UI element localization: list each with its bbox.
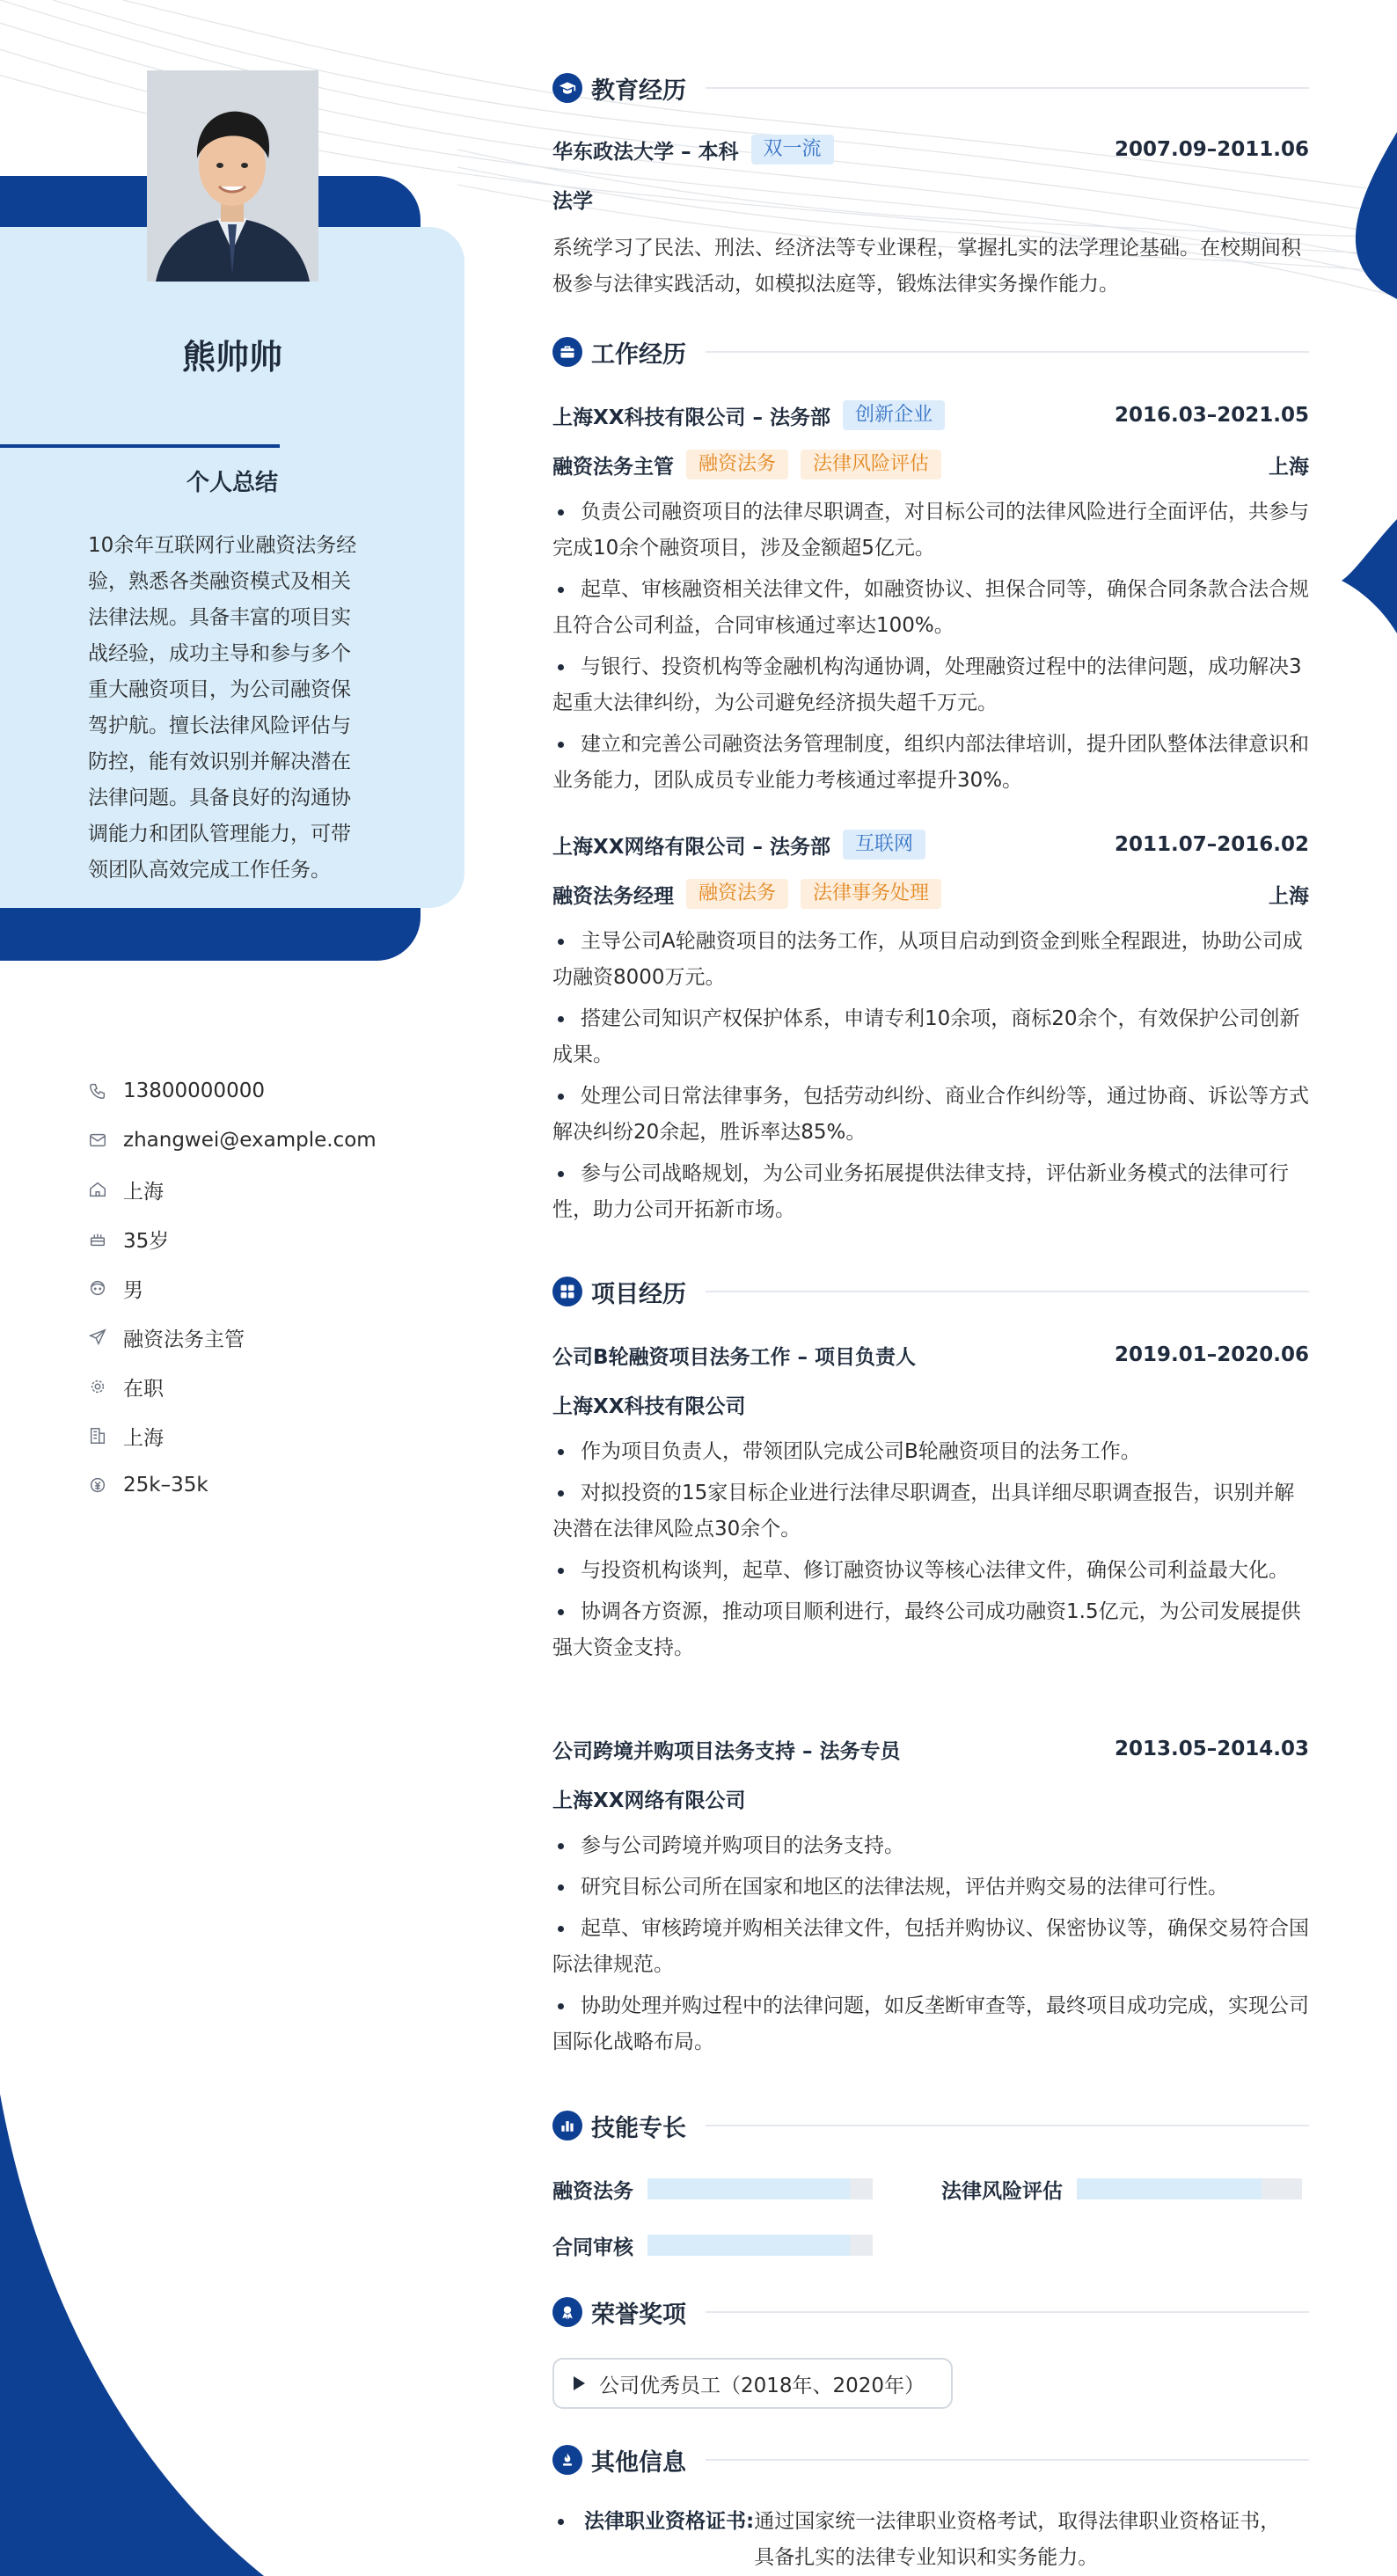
summary-divider [0, 444, 280, 448]
list-item: 作为项目负责人，带领团队完成公司B轮融资项目的法务工作。 [552, 1434, 1309, 1470]
contact-gender-text: 男 [123, 1278, 143, 1302]
summary-text: 10余年互联网行业融资法务经验，熟悉各类融资模式及相关法律法规。具备丰富的项目实战经验，成功主导和参与多个重大融资项目，为公司融资保驾护航。擅长法律风险评估与防控，能有效识别并解决潜在法律问题。具备良好的沟通协调能力和团队管理能力，可带领团队高效完成工作任务。 [88, 534, 357, 882]
project-bullets [552, 1434, 1309, 1672]
contact-salary [88, 1460, 440, 1510]
job-bullets [552, 494, 1309, 804]
contact-status-text: 在职 [123, 1377, 164, 1401]
list-item: 参与公司跨境并购项目的法务支持。 [552, 1828, 1309, 1864]
school-tag: 双一流 [751, 135, 834, 165]
list-item: 协调各方资源，推动项目顺利进行，最终公司成功融资1.5亿元，为公司发展提供强大资金支持。 [552, 1594, 1309, 1666]
other-header [552, 2442, 1309, 2477]
list-item: 搭建公司知识产权保护体系，申请专利10余项，商标20余个，有效保护公司创新成果。 [552, 1001, 1309, 1073]
section-divider [706, 2459, 1309, 2461]
job-location: 上海 [1269, 455, 1309, 479]
projects-title: 项目经历 [591, 1280, 686, 1308]
section-divider [706, 1291, 1309, 1292]
skills-title: 技能专长 [591, 2114, 686, 2142]
skills-header [552, 2108, 1309, 2143]
skill-bar [1077, 2178, 1302, 2199]
grid-icon [552, 1277, 582, 1306]
job-role: 融资法务经理 [552, 884, 674, 908]
skill-bar-fill [647, 2235, 850, 2256]
contact-city [88, 1411, 440, 1460]
list-item: 与投资机构谈判，起草、修订融资协议等核心法律文件，确保公司利益最大化。 [552, 1553, 1309, 1589]
skill-bar [647, 2235, 873, 2256]
skill-bar-fill [647, 2178, 850, 2199]
list-item: 处理公司日常法律事务，包括劳动纠纷、商业合作纠纷等，通过协商、诉讼等方式解决纠纷20余起，胜诉率达85%。 [552, 1079, 1309, 1151]
home-icon [88, 1180, 107, 1199]
salary-icon [88, 1475, 107, 1495]
list-item: 负责公司融资项目的法律尽职调查，对目标公司的法律风险进行全面评估，共参与完成10余个融资项目，涉及金额超5亿元。 [552, 494, 1309, 567]
contact-location-text: 上海 [123, 1180, 164, 1204]
other-text: 通过国家统一法律职业资格考试，取得法律职业资格证书，具备扎实的法律专业知识和实务能力。 [754, 2510, 1281, 2569]
job-location: 上海 [1269, 884, 1309, 908]
section-divider [706, 2311, 1309, 2313]
project-org: 上海XX网络有限公司 [552, 1789, 746, 1812]
contact-age [88, 1214, 440, 1263]
list-item: 对拟投资的15家目标企业进行法律尽职调查，出具详细尽职调查报告，识别并解决潜在法律风险点30余个。 [552, 1475, 1309, 1548]
skill-item [552, 2171, 873, 2206]
skill-item [941, 2171, 1302, 2206]
education-major: 法学 [552, 189, 593, 213]
other-label: 法律职业资格证书: [584, 2510, 755, 2533]
education-major-row [552, 181, 1309, 216]
role-tag: 融资法务 [686, 879, 788, 909]
education-row [552, 132, 1309, 167]
job-date: 2016.03–2021.05 [1114, 404, 1309, 427]
project-row [552, 1337, 1309, 1372]
contact-status [88, 1362, 440, 1411]
school-name: 华东政法大学 – 本科 [552, 140, 739, 164]
contact-email-text[interactable]: zhangwei@example.com [123, 1129, 377, 1152]
award-text: 公司优秀员工（2018年、2020年） [599, 2374, 925, 2397]
gender-icon [88, 1278, 107, 1298]
other-item [552, 2504, 1309, 2576]
job-date: 2011.07–2016.02 [1114, 833, 1309, 856]
work-header [552, 334, 1309, 370]
info-icon [552, 2445, 582, 2475]
list-item: 与银行、投资机构等金融机构沟通协调，处理融资过程中的法律问题，成功解决3起重大法律纠纷，为公司避免经济损失超千万元。 [552, 649, 1309, 721]
contact-position [88, 1313, 440, 1362]
send-icon [88, 1328, 107, 1347]
other-title: 其他信息 [591, 2448, 686, 2477]
role-tag: 融资法务 [686, 450, 788, 479]
briefcase-icon [552, 337, 582, 367]
role-tag: 法律事务处理 [801, 879, 941, 909]
list-item: 协助处理并购过程中的法律问题，如反垄断审查等，最终项目成功完成，实现公司国际化战略布局。 [552, 1988, 1309, 2060]
education-header [552, 70, 1309, 106]
education-date: 2007.09–2011.06 [1114, 138, 1309, 161]
job-company-row [552, 827, 1309, 862]
list-item: 起草、审核跨境并购相关法律文件，包括并购协议、保密协议等，确保交易符合国际法律规范。 [552, 1911, 1309, 1983]
contact-phone [88, 1066, 440, 1116]
contact-city-text: 上海 [123, 1426, 164, 1450]
education-title: 教育经历 [591, 77, 686, 105]
section-divider [706, 351, 1309, 353]
list-item: 主导公司A轮融资项目的法务工作，从项目启动到资金到账全程跟进，协助公司成功融资8000万元。 [552, 924, 1309, 996]
list-item: 研究目标公司所在国家和地区的法律法规，评估并购交易的法律可行性。 [552, 1870, 1309, 1906]
skill-bar [647, 2178, 873, 2199]
skill-name: 融资法务 [552, 2179, 633, 2203]
section-divider [706, 2125, 1309, 2126]
contact-location [88, 1165, 440, 1214]
summary-title: 个人总结 [186, 470, 278, 496]
honors-header [552, 2294, 1309, 2330]
job-bullets [552, 924, 1309, 1233]
avatar-illustration [147, 70, 318, 282]
status-icon [88, 1377, 107, 1396]
job-company-tag: 互联网 [843, 830, 925, 860]
list-item: 起草、审核融资相关法律文件，如融资协议、担保合同等，确保合同条款合法合规且符合公司利益，合同审核通过率达100%。 [552, 572, 1309, 644]
project-name: 公司跨境并购项目法务支持 – 法务专员 [552, 1739, 901, 1763]
project-org-row [552, 1387, 1309, 1422]
project-date: 2019.01–2020.06 [1114, 1343, 1309, 1366]
contact-salary-text: 25k–35k [123, 1474, 208, 1497]
project-org-row [552, 1781, 1309, 1816]
project-org: 上海XX科技有限公司 [552, 1394, 746, 1418]
mail-icon [88, 1131, 107, 1150]
section-divider [706, 87, 1309, 89]
building-icon [88, 1426, 107, 1445]
skill-name: 法律风险评估 [941, 2179, 1063, 2203]
profile-photo [147, 70, 318, 282]
project-row [552, 1731, 1309, 1767]
list-item: 建立和完善公司融资法务管理制度，组织内部法律培训，提升团队整体法律意识和业务能力，团队成员专业能力考核通过率提升30%。 [552, 727, 1309, 799]
job-role-row [552, 447, 1309, 482]
job-company-row [552, 398, 1309, 433]
play-icon [574, 2376, 585, 2390]
work-title: 工作经历 [591, 340, 686, 369]
graduation-cap-icon [552, 73, 582, 103]
contact-age-text: 35岁 [123, 1229, 170, 1253]
job-company: 上海XX网络有限公司 – 法务部 [552, 835, 830, 859]
job-company: 上海XX科技有限公司 – 法务部 [552, 406, 830, 429]
projects-header [552, 1274, 1309, 1309]
profile-name: 熊帅帅 [181, 338, 282, 377]
honors-title: 荣誉奖项 [591, 2301, 686, 2329]
contact-gender [88, 1263, 440, 1313]
education-description: 系统学习了民法、刑法、经济法等专业课程，掌握扎实的法学理论基础。在校期间积极参与法律实践活动，如模拟法庭等，锻炼法律实务操作能力。 [552, 237, 1301, 296]
award-icon [552, 2297, 582, 2327]
job-role: 融资法务主管 [552, 455, 674, 479]
skill-bar-fill [1077, 2178, 1262, 2199]
award-item[interactable] [552, 2358, 953, 2409]
contact-list [88, 1066, 440, 1510]
project-date: 2013.05–2014.03 [1114, 1738, 1309, 1760]
contact-email [88, 1116, 440, 1165]
contact-position-text: 融资法务主管 [123, 1328, 245, 1351]
project-bullets [552, 1828, 1309, 2066]
cake-icon [88, 1229, 107, 1248]
skill-name: 合同审核 [552, 2236, 633, 2259]
job-company-tag: 创新企业 [843, 400, 945, 430]
job-role-row [552, 876, 1309, 911]
skill-item [552, 2228, 873, 2263]
bullet-dot [558, 2519, 564, 2525]
phone-icon [88, 1081, 107, 1101]
role-tag: 法律风险评估 [801, 450, 941, 479]
contact-phone-text[interactable]: 13800000000 [123, 1079, 265, 1102]
list-item: 参与公司战略规划，为公司业务拓展提供法律支持，评估新业务模式的法律可行性，助力公司开拓新市场。 [552, 1156, 1309, 1228]
bar-chart-icon [552, 2111, 582, 2141]
project-name: 公司B轮融资项目法务工作 – 项目负责人 [552, 1345, 917, 1369]
